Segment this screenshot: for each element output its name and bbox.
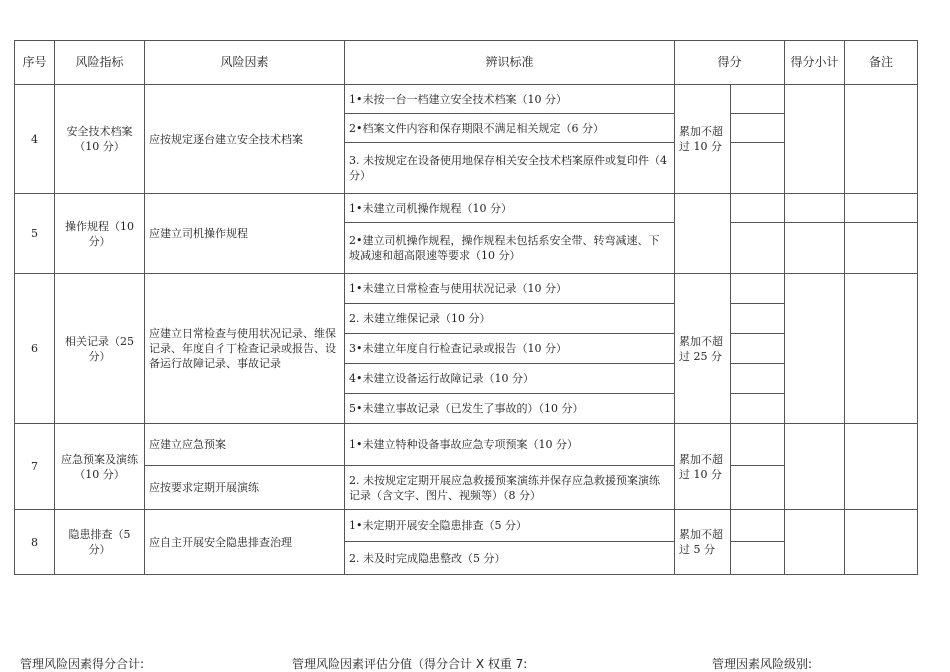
subtotal-cell[interactable] — [785, 194, 845, 223]
header-criteria: 辨识标准 — [345, 41, 675, 85]
factor-cell: 应建立司机操作规程 — [145, 194, 345, 274]
subtotal-cell[interactable] — [785, 510, 845, 575]
criteria-cell: 2. 未按规定定期开展应急救援预案演练并保存应急救援预案演练记录（含文字、图片、视频等）（8 分） — [345, 466, 675, 510]
indicator-cell: 安全技术档案（10 分） — [55, 85, 145, 194]
header-subtotal: 得分小计 — [785, 41, 845, 85]
score-cell[interactable] — [731, 542, 785, 575]
indicator-cell: 隐患排查（5 分） — [55, 510, 145, 575]
header-factor: 风险因素 — [145, 41, 345, 85]
table-row — [15, 424, 918, 466]
score-cell[interactable] — [731, 466, 785, 510]
score-cell[interactable] — [731, 114, 785, 143]
criteria-cell: 3•未建立年度自行检查记录或报告（10 分） — [345, 334, 675, 364]
seq-cell: 8 — [15, 510, 55, 575]
criteria-cell: 1•未建立特种设备事故应急专项预案（10 分） — [345, 424, 675, 466]
criteria-cell: 4•未建立设备运行故障记录（10 分） — [345, 364, 675, 394]
criteria-cell: 2. 未建立维保记录（10 分） — [345, 304, 675, 334]
criteria-cell: 2•建立司机操作规程，操作规程未包括系安全带、转弯减速、下坡减速和超高限速等要求（10 分） — [345, 223, 675, 274]
score-note: 累加不超过 10 分 — [675, 424, 731, 510]
factor-cell: 应建立日常检查与使用状况记录、维保记录、年度自彳丁检查记录或报告、设备运行故障记录、事故记录 — [145, 274, 345, 424]
seq-cell: 6 — [15, 274, 55, 424]
table-row — [15, 466, 918, 510]
footer-level-label: 管理因素风险级别: — [712, 657, 813, 671]
score-cell[interactable] — [731, 274, 785, 304]
score-cell[interactable] — [731, 424, 785, 466]
indicator-cell: 应急预案及演练（10 分） — [55, 424, 145, 510]
score-note: 累加不超过 10 分 — [675, 85, 731, 194]
score-cell[interactable] — [731, 394, 785, 424]
score-cell[interactable] — [731, 334, 785, 364]
indicator-cell: 操作规程（10 分） — [55, 194, 145, 274]
seq-cell: 7 — [15, 424, 55, 510]
score-cell[interactable] — [731, 304, 785, 334]
score-cell[interactable] — [731, 510, 785, 542]
table-row — [15, 194, 918, 223]
table-row — [15, 274, 918, 304]
remark-cell[interactable] — [845, 194, 918, 223]
header-score: 得分 — [675, 41, 785, 85]
remark-cell[interactable] — [845, 274, 918, 424]
header-remark: 备注 — [845, 41, 918, 85]
header-seq: 序号 — [15, 41, 55, 85]
factor-cell: 应自主开展安全隐患排查治理 — [145, 510, 345, 575]
factor-cell: 应建立应急预案 — [145, 424, 345, 466]
factor-cell: 应按规定逐台建立安全技术档案 — [145, 85, 345, 194]
criteria-cell: 1•未定期开展安全隐患排查（5 分） — [345, 510, 675, 542]
remark-cell[interactable] — [845, 223, 918, 274]
factor-cell: 应按要求定期开展演练 — [145, 466, 345, 510]
header-indicator: 风险指标 — [55, 41, 145, 85]
criteria-cell: 2•档案文件内容和保存期限不满足相关规定（6 分） — [345, 114, 675, 143]
remark-cell[interactable] — [845, 424, 918, 510]
score-note: 累加不超过 5 分 — [675, 510, 731, 575]
score-cell[interactable] — [731, 143, 785, 194]
risk-table — [14, 40, 918, 575]
criteria-cell: 3. 未按规定在设备使用地保存相关安全技术档案原件或复印件（4 分） — [345, 143, 675, 194]
score-cell[interactable] — [731, 223, 785, 274]
header-row — [15, 41, 918, 85]
score-cell[interactable] — [731, 194, 785, 223]
remark-cell[interactable] — [845, 85, 918, 194]
criteria-cell: 2. 未及时完成隐患整改（5 分） — [345, 542, 675, 575]
subtotal-cell[interactable] — [785, 424, 845, 510]
seq-cell: 5 — [15, 194, 55, 274]
subtotal-cell[interactable] — [785, 274, 845, 424]
score-note: 累加不超过 25 分 — [675, 274, 731, 424]
footer-weighted-label: 管理风险因素评估分值（得分合计 X 权重 7: — [292, 657, 528, 671]
criteria-cell: 1•未建立司机操作规程（10 分） — [345, 194, 675, 223]
criteria-cell: 5•未建立事故记录（已发生了事故的）（10 分） — [345, 394, 675, 424]
score-note — [675, 194, 731, 274]
criteria-cell: 1•未建立日常检查与使用状况记录（10 分） — [345, 274, 675, 304]
footer-total-label: 管理风险因素得分合计: — [20, 657, 145, 671]
score-cell[interactable] — [731, 85, 785, 114]
table-row — [15, 510, 918, 542]
subtotal-cell[interactable] — [785, 85, 845, 194]
indicator-cell: 相关记录（25 分） — [55, 274, 145, 424]
remark-cell[interactable] — [845, 510, 918, 575]
criteria-cell: 1•未按一台一档建立安全技术档案（10 分） — [345, 85, 675, 114]
score-cell[interactable] — [731, 364, 785, 394]
table-row — [15, 85, 918, 114]
seq-cell: 4 — [15, 85, 55, 194]
subtotal-cell[interactable] — [785, 223, 845, 274]
